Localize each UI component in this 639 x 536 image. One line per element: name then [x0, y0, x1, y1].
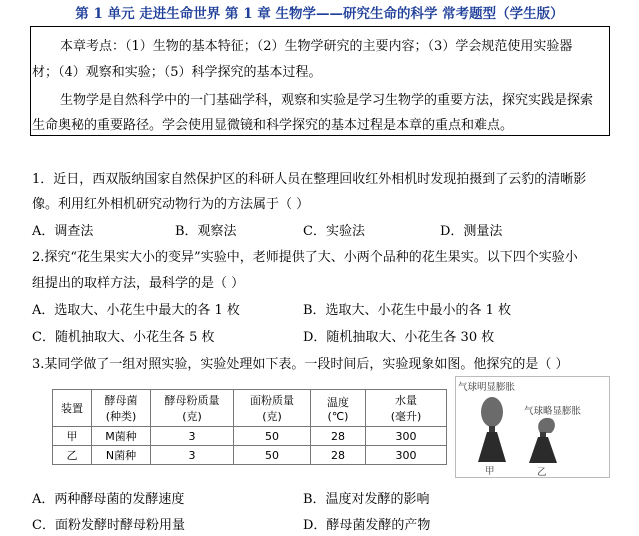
- q2-option-c: C．随机抽取大、小花生各 5 枚: [32, 330, 215, 345]
- label-balloon-slightly: 气球略显膨胀: [524, 406, 582, 417]
- balloon-figure: [455, 376, 610, 478]
- summary-line-3: 生物学是自然科学中的一门基础学科，观察和实验是学习生物学的重要方法，探究实践是探索: [60, 93, 594, 108]
- flask-jia-icon: [478, 432, 506, 462]
- table-cell: 50: [234, 427, 311, 446]
- header-flour: 面粉质量 (克): [234, 390, 311, 427]
- summary-line-2: 材；（4）观察和实验；（5）科学探究的基本过程。: [32, 65, 322, 80]
- q3-option-a: A．两种酵母菌的发酵速度: [32, 492, 185, 507]
- header-yeast: 酵母菌 (种类): [92, 390, 151, 427]
- table-row: [53, 427, 447, 446]
- table-cell: 28: [311, 427, 366, 446]
- header-device: 装置: [53, 390, 92, 427]
- q3-stem: 3.某同学做了一组对照实验，实验处理如下表。一段时间后，实验现象如图。他探究的是（ ）: [32, 357, 569, 372]
- q2-option-a: A．选取大、小花生中最大的各 1 枚: [32, 303, 240, 318]
- table-cell: 3: [151, 427, 234, 446]
- header-yeast-powder: 酵母粉质量 (克): [151, 390, 234, 427]
- q1-stem-line-1: 1．近日，西双版纳国家自然保护区的科研人员在整理回收红外相机时发现拍摄到了云豹的清晰影: [32, 172, 587, 187]
- label-jia: 甲: [485, 466, 495, 477]
- experiment-table: [52, 389, 447, 465]
- table-cell: 50: [234, 446, 311, 465]
- q3-option-b: B．温度对发酵的影响: [303, 492, 430, 507]
- summary-line-4: 生命奥秘的重要路径。学会使用显微镜和科学探究的基本过程是本章的重点和难点。: [32, 118, 514, 133]
- flask-yi-icon: [529, 437, 557, 463]
- balloon-yi-icon: [538, 418, 555, 433]
- q1-option-d: D．测量法: [440, 224, 503, 239]
- q2-option-b: B．选取大、小花生中最小的各 1 枚: [303, 303, 512, 318]
- label-balloon-inflated: 气球明显膨胀: [458, 382, 516, 393]
- q1-option-a: A．调查法: [32, 224, 94, 239]
- q2-stem-line-2: 组提出的取样方法，最科学的是（ ）: [32, 276, 245, 291]
- table-header-row: [53, 390, 447, 427]
- table-cell: 28: [311, 446, 366, 465]
- q2-option-d: D．随机抽取大、小花生各 30 枚: [303, 330, 495, 345]
- q1-option-b: B．观察法: [175, 224, 237, 239]
- q3-option-c: C．面粉发酵时酵母粉用量: [32, 518, 185, 533]
- q2-stem-line-1: 2.探究“花生果实大小的变异”实验中，老师提供了大、小两个品种的花生果实。以下四个实验小: [32, 250, 578, 265]
- page-title: 第 1 单元 走进生命世界 第 1 章 生物学——研究生命的科学 常考题型（学生版）: [75, 6, 564, 22]
- label-yi: 乙: [537, 467, 547, 478]
- balloon-drawing: [456, 377, 611, 479]
- q1-option-c: C．实验法: [303, 224, 365, 239]
- balloon-jia-icon: [481, 397, 503, 427]
- q1-stem-line-2: 像。利用红外相机研究动物行为的方法属于（ ）: [32, 197, 310, 212]
- table-cell: 甲: [53, 427, 92, 446]
- table-cell: N菌种: [92, 446, 151, 465]
- table-row: [53, 446, 447, 465]
- summary-line-1: 本章考点：（1）生物的基本特征；（2）生物学研究的主要内容；（3）学会规范使用实验器: [60, 39, 573, 54]
- table-cell: 300: [366, 446, 447, 465]
- header-water: 水量 (毫升): [366, 390, 447, 427]
- table-cell: 3: [151, 446, 234, 465]
- table-cell: M菌种: [92, 427, 151, 446]
- q3-option-d: D．酵母菌发酵的产物: [303, 518, 431, 533]
- table-cell: 乙: [53, 446, 92, 465]
- table-cell: 300: [366, 427, 447, 446]
- header-temperature: 温度 (℃): [311, 390, 366, 427]
